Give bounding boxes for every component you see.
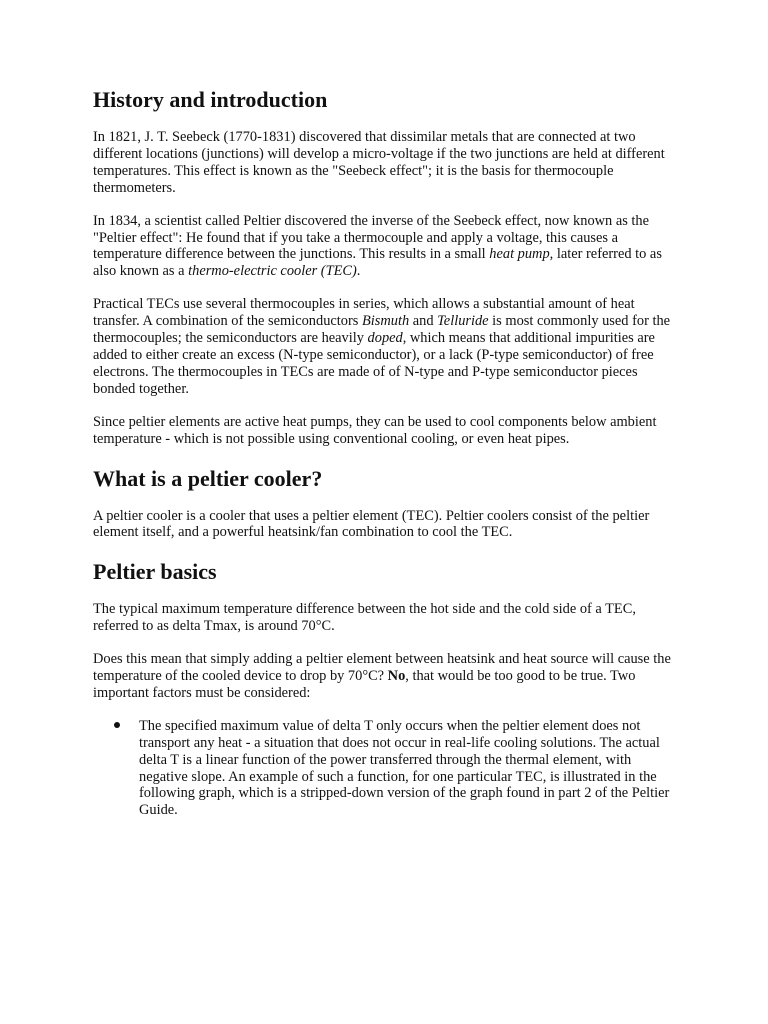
factors-list [93,718,683,819]
text-run: Practical TECs use several thermocouples in series, which allows a substantial amount of heat transfer. A combination of the semiconductors [93,296,635,330]
heading-history: History and introduction [93,87,328,112]
list-item [93,718,683,819]
text-run: , which means that additional impurities are added to either create an excess (N-type semiconductor), or a lack (P-type semiconductor) of free electrons. The thermocouples in TECs are made of of N-type and P-type semiconductor pieces bonded together. [93,330,655,397]
text-run: In 1834, a scientist called Peltier discovered the inverse of the Seebeck effect, now known as the "Peltier effect": He found that if you take a thermocouple and apply a voltage, this causes a temperature difference between the junctions. This results in a small [93,212,649,263]
paragraph-delta-tmax: The typical maximum temperature difference between the hot side and the cold side of a TEC, referred to as delta Tmax, is around 70°C. [93,601,636,635]
text-run: and [409,313,438,330]
emphasis-bismuth: Bismuth [361,313,410,330]
text-run: Does this mean that simply adding a peltier element between heatsink and heat source will cause the temperature of the cooled device to drop by 70°C? [93,651,671,685]
paragraph-practical-tecs [93,296,683,397]
emphasis-heat-pump: heat pump [489,246,550,263]
heading-peltier-basics: Peltier basics [93,559,217,585]
text-run: . [356,263,361,280]
heading-what-is: What is a peltier cooler? [93,465,323,491]
document-page [93,86,683,819]
bullet-icon [114,722,120,728]
paragraph-peltier-cooler-definition: A peltier cooler is a cooler that uses a peltier element (TEC). Peltier coolers consist of the peltier element itself, and a powerful heatsink/fan combination to cool the TEC. [93,507,650,541]
emphasis-doped: doped [367,330,403,347]
paragraph-peltier-effect [93,213,683,281]
emphasis-telluride: Telluride [437,313,489,330]
text-run: is most commonly used for the thermocouples; the semiconductors are heavily [93,313,671,347]
strong-no: No [387,668,406,685]
text-run: , that would be too good to be true. Two important factors must be considered: [93,668,636,701]
paragraph-active-heat-pumps: Since peltier elements are active heat pumps, they can be used to cool components below ambient temperature - which is not possible using conventional cooling, or even heat pipes. [93,413,657,447]
text-run: , later referred to as also known as a [93,246,662,280]
paragraph-seebeck: In 1821, J. T. Seebeck (1770-1831) discovered that dissimilar metals that are connected at two different locations (junctions) will develop a micro-voltage if the two junctions are held at different temperatures. This effect is known as the "Seebeck effect"; it is the basis for thermocouple thermometers. [93,129,665,196]
paragraph-does-this-mean [93,651,683,702]
list-item-text: The specified maximum value of delta T only occurs when the peltier element does not transport any heat - a situation that does not occur in real-life cooling solutions. The actual delta T is a linear function of the power transferred through the thermal element, with negative slope. An example of such a function, for one particular TEC, is illustrated in the following graph, which is a stripped-down version of the graph found in part 2 of the Peltier Guide. [139,717,670,819]
emphasis-tec: thermo-electric cooler (TEC) [188,263,357,280]
